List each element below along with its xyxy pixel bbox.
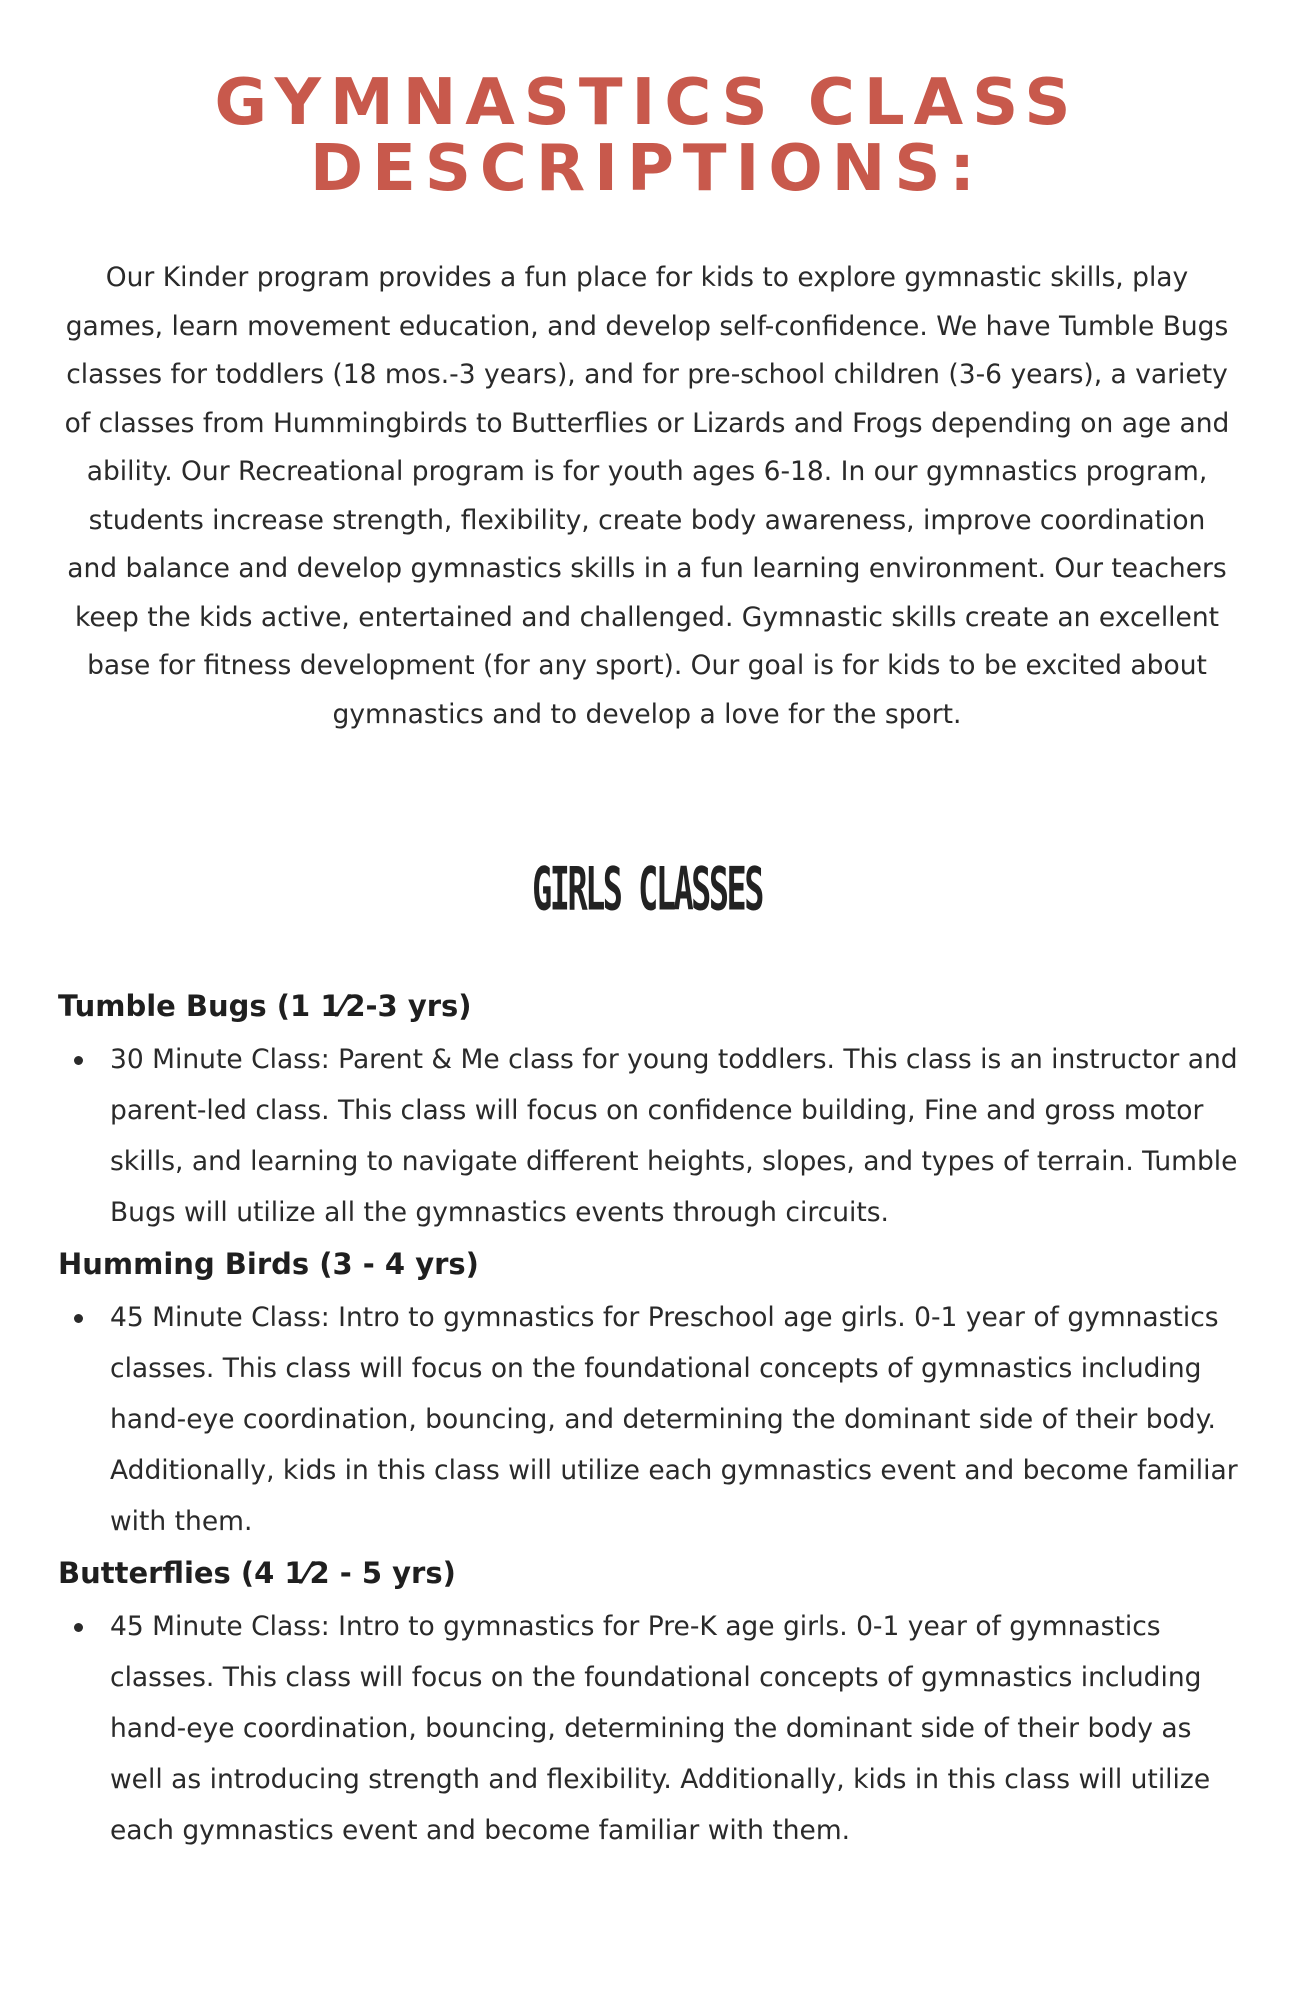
class-description [58, 1601, 1248, 1856]
bullet-icon [74, 1623, 83, 1632]
class-list-container [58, 984, 1248, 1860]
section-title: GIRLS CLASSES [532, 854, 762, 924]
class-description-text: 45 Minute Class: Intro to gymnastics for Pre-K age girls. 0-1 year of gymnastics classes. This class will focus on the foundational concepts of gymnastics including hand-eye coordination, bouncing, determining the dominant side of their body as well as introducing strength and flexibility. Additionally, kids in this class will utilize each gymnastics event and become familiar with them. [110, 1611, 1211, 1846]
class-details [58, 1292, 1248, 1547]
class-tumble-bugs [58, 984, 1248, 1238]
class-description [58, 1034, 1248, 1238]
class-humming-birds [58, 1242, 1248, 1547]
class-name: Tumble Bugs (1 1⁄2-3 yrs) [58, 989, 472, 1023]
page-title-line-2: DESCRIPTIONS: [309, 132, 985, 206]
class-butterflies [58, 1551, 1248, 1856]
class-description [58, 1292, 1248, 1547]
class-name: Humming Birds (3 - 4 yrs) [58, 1247, 479, 1281]
bullet-icon [74, 1056, 83, 1065]
bullet-icon [74, 1314, 83, 1323]
page-title-line-1: GYMNASTICS CLASS [214, 66, 1080, 140]
class-description-text: 30 Minute Class: Parent & Me class for young toddlers. This class is an instructor and parent-led class. This class will focus on confidence building, Fine and gross motor skills, and learning to navigate different heights, slopes, and types of terrain. Tumble Bugs will utilize all the gymnastics events through circuits. [110, 1044, 1238, 1228]
page-title [100, 66, 1194, 206]
intro-paragraph: Our Kinder program provides a fun place for kids to explore gymnastic skills, play games, learn movement education, and develop self-confidence. We have Tumble Bugs classes for toddlers (18 mos.-3 years), and for pre-school children (3-6 years), a variety of classes from Hummingbirds to Butterflies or Lizards and Frogs depending on age and ability. Our Recreational program is for youth ages 6-18. In our gymnastics program, students increase strength, flexibility, create body awareness, improve coordination and balance and develop gymnastics skills in a fun learning environment. Our teachers keep the kids active, entertained and challenged. Gymnastic skills create an excellent base for fitness development (for any sport). Our goal is for kids to be excited about gymnastics and to develop a love for the sport. [64, 262, 1230, 730]
class-details [58, 1601, 1248, 1856]
class-description-text: 45 Minute Class: Intro to gymnastics for Preschool age girls. 0-1 year of gymnastics classes. This class will focus on the foundational concepts of gymnastics including hand-eye coordination, bouncing, and determining the dominant side of their body. Additionally, kids in this class will utilize each gymnastics event and become familiar with them. [110, 1302, 1238, 1537]
class-name: Butterflies (4 1⁄2 - 5 yrs) [58, 1556, 456, 1590]
class-details [58, 1034, 1248, 1238]
